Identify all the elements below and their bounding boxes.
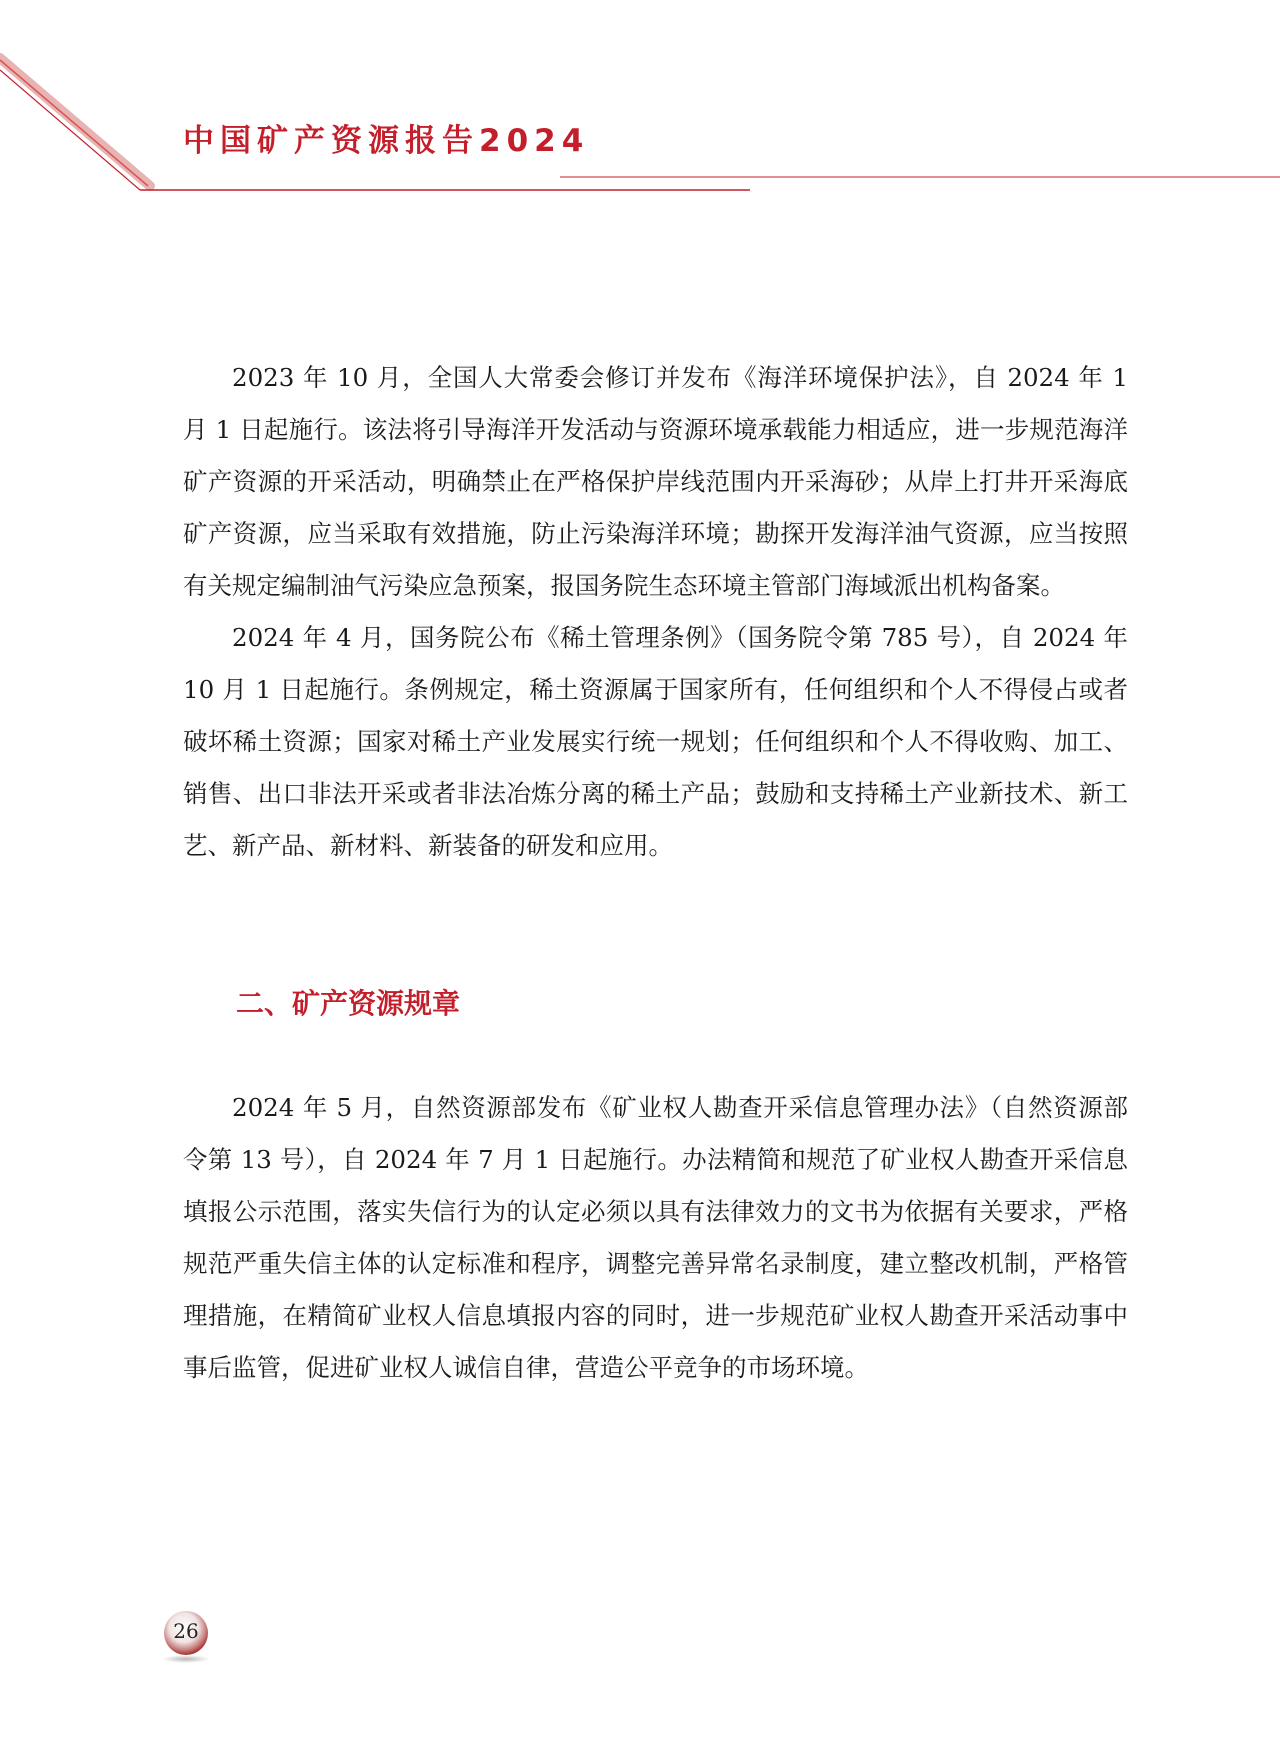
section-heading: 二、矿产资源规章 — [236, 987, 461, 1020]
report-title: 中国矿产资源报告2024 — [183, 123, 590, 159]
paragraph-marine-law: 2023 年 10 月，全国人大常委会修订并发布《海洋环境保护法》，自 2024 年 1 月 1 日起施行。该法将引导海洋开发活动与资源环境承载能力相适应，进一步规范海洋矿产资源的开采活动，明确禁止在严格保护岸线范围内开采海砂；从岸上打井开采海底矿产资源，应当采取有效措施，防止污染海洋环境；勘探开发海洋油气资源，应当按照有关规定编制油气污染应急预案，报国务院生态环境主管部门海域派出机构备案。 — [183, 363, 1128, 600]
page-number-badge — [158, 1608, 214, 1664]
paragraph-rare-earth-regulation: 2024 年 4 月，国务院公布《稀土管理条例》（国务院令第 785 号），自 2024 年 10 月 1 日起施行。条例规定，稀土资源属于国家所有，任何组织和个人不得侵占或者破坏稀土资源；国家对稀土产业发展实行统一规划；任何组织和个人不得收购、加工、销售、出口非法开采或者非法冶炼分离的稀土产品；鼓励和支持稀土产业新技术、新工艺、新产品、新材料、新装备的研发和应用。 — [183, 623, 1128, 860]
body-text-block-top — [183, 352, 1128, 872]
body-text-block-bottom — [183, 1082, 1128, 1394]
page-number: 26 — [173, 1619, 199, 1643]
header-decoration — [0, 0, 1280, 220]
paragraph-mining-info-measures: 2024 年 5 月，自然资源部发布《矿业权人勘查开采信息管理办法》（自然资源部令第 13 号），自 2024 年 7 月 1 日起施行。办法精简和规范了矿业权人勘查开采信息填报公示范围，落实失信行为的认定必须以具有法律效力的文书为依据有关要求，严格规范严重失信主体的认定标准和程序，调整完善异常名录制度，建立整改机制，严格管理措施，在精简矿业权人信息填报内容的同时，进一步规范矿业权人勘查开采活动事中事后监管，促进矿业权人诚信自律，营造公平竞争的市场环境。 — [183, 1093, 1128, 1382]
